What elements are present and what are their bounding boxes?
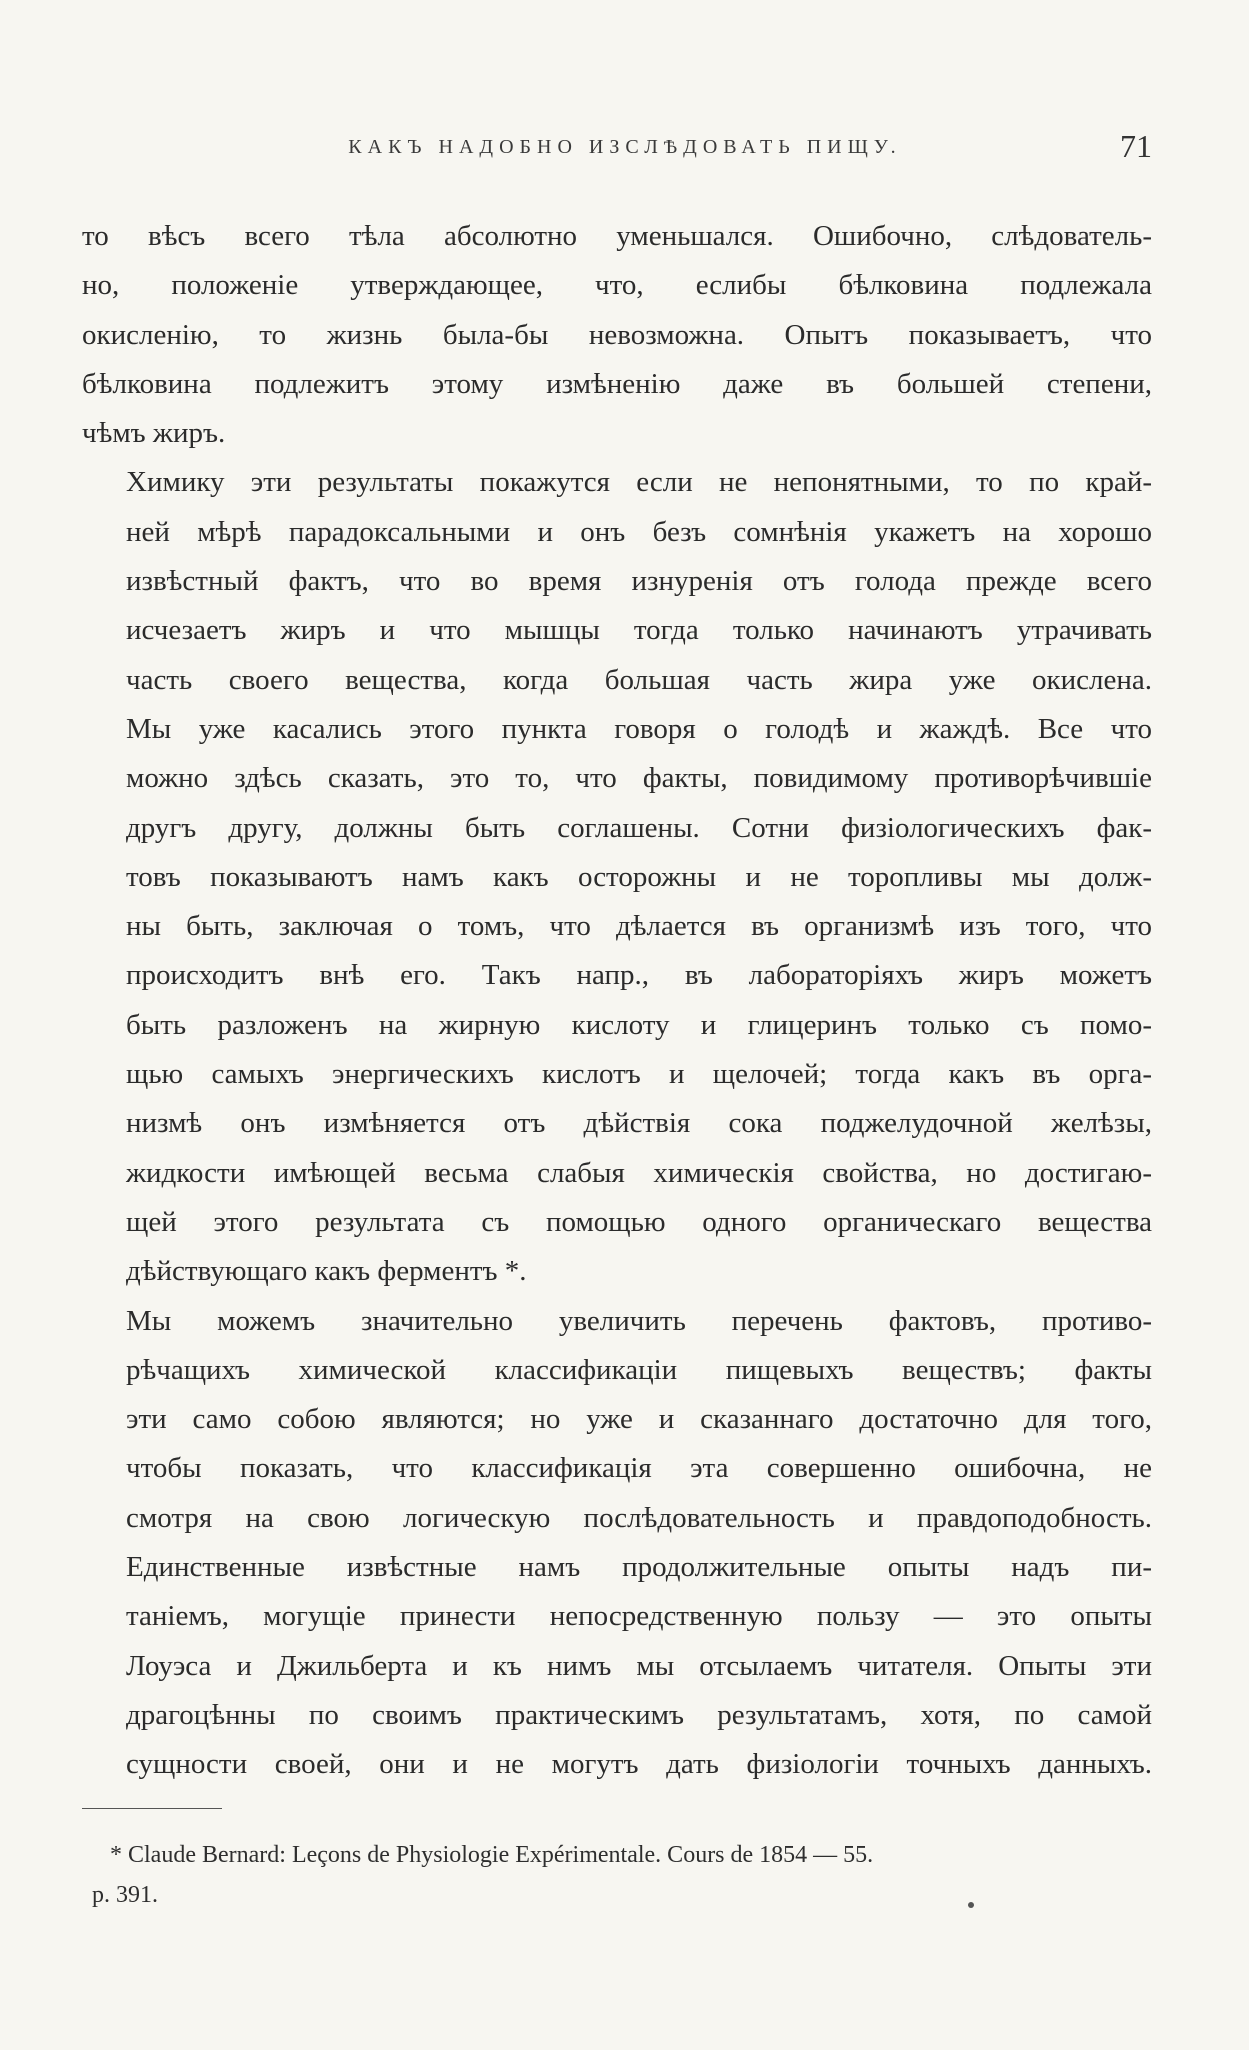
paragraph-4 [82, 1543, 1152, 1789]
page-number: 71 [1120, 128, 1152, 164]
text-line: товъ показываютъ намъ какъ осторожны и не торопливы мы долж- [126, 860, 1152, 893]
text-line: ны быть, заключая о томъ, что дѣлается въ организмѣ изъ того, что [126, 910, 1152, 943]
text-line: извѣстный фактъ, что во время изнуренія отъ голода прежде всего [126, 565, 1152, 598]
text-line: эти само собою являются; но уже и сказаннаго достаточно для того, [126, 1403, 1152, 1436]
ink-speck [968, 1902, 974, 1908]
text-line: окисленію, то жизнь была-бы невозможна. Опытъ показываетъ, что [82, 318, 1152, 351]
text-line: смотря на свою логическую послѣдовательность и правдоподобность. [126, 1501, 1152, 1534]
text-line: быть разложенъ на жирную кислоту и глицеринъ только съ помо- [126, 1008, 1152, 1041]
text-line: низмѣ онъ измѣняется отъ дѣйствія сока поджелудочной желѣзы, [126, 1107, 1152, 1140]
text-line: Химику эти результаты покажутся если не непонятными, то по край- [126, 466, 1152, 499]
text-line: чтобы показать, что классификація эта совершенно ошибочна, не [126, 1452, 1152, 1485]
text-line: Единственные извѣстные намъ продолжительные опыты надъ пи- [126, 1551, 1152, 1584]
text-line: другъ другу, должны быть соглашены. Сотни физіологическихъ фак- [126, 811, 1152, 844]
paragraph-3 [82, 1297, 1152, 1543]
footnote [92, 1835, 1160, 1915]
running-head [80, 128, 1170, 168]
text-line: щей этого результата съ помощью одного органическаго вещества [126, 1205, 1152, 1238]
running-title: КАКЪ НАДОБНО ИЗСЛѢДОВАТЬ ПИЩУ. [348, 136, 902, 158]
footnote-divider [82, 1808, 222, 1809]
text-line: сущности своей, они и не могутъ дать физіологіи точныхъ данныхъ. [126, 1748, 1152, 1781]
text-line: бѣлковина подлежитъ этому измѣненію даже въ большей степени, [82, 367, 1152, 400]
text-line: исчезаетъ жиръ и что мышцы тогда только начинаютъ утрачивать [126, 614, 1152, 647]
paragraph-2 [82, 458, 1152, 1296]
text-line: драгоцѣнны по своимъ практическимъ результатамъ, хотя, по самой [126, 1698, 1152, 1731]
text-line: рѣчащихъ химической классификаціи пищевыхъ веществъ; факты [126, 1353, 1152, 1386]
text-line: щью самыхъ энергическихъ кислотъ и щелочей; тогда какъ въ орга- [126, 1058, 1152, 1091]
text-line: Лоуэса и Джильберта и къ нимъ мы отсылаемъ читателя. Опыты эти [126, 1649, 1152, 1682]
text-line: часть своего вещества, когда большая часть жира уже окислена. [126, 663, 1152, 696]
footnote-line: p. 391. [92, 1882, 158, 1908]
footnote-line: * Claude Bernard: Leçons de Physiologie Expérimentale. Cours de 1854 — 55. [110, 1842, 874, 1868]
text-line: таніемъ, могущіе принести непосредственную пользу — это опыты [126, 1600, 1152, 1633]
text-line: то вѣсъ всего тѣла абсолютно уменьшался. Ошибочно, слѣдователь- [82, 220, 1152, 252]
paragraph-1 [82, 212, 1152, 458]
text-line: Мы уже касались этого пункта говоря о голодѣ и жаждѣ. Все что [126, 712, 1152, 745]
text-line: происходитъ внѣ его. Такъ напр., въ лабораторіяхъ жиръ можетъ [126, 959, 1152, 992]
text-line: дѣйствующаго какъ ферментъ *. [126, 1255, 527, 1288]
text-line: ней мѣрѣ парадоксальными и онъ безъ сомнѣнія укажетъ на хорошо [126, 515, 1152, 548]
text-line: Мы можемъ значительно увеличить перечень фактовъ, противо- [126, 1304, 1152, 1337]
text-line: чѣмъ жиръ. [82, 417, 226, 450]
text-line: жидкости имѣющей весьма слабыя химическія свойства, но достигаю- [126, 1156, 1152, 1189]
text-line: можно здѣсь сказать, это то, что факты, повидимому противорѣчившіе [126, 762, 1152, 795]
text-line: но, положеніе утверждающее, что, еслибы бѣлковина подлежала [82, 269, 1152, 302]
body-text [82, 212, 1152, 1790]
